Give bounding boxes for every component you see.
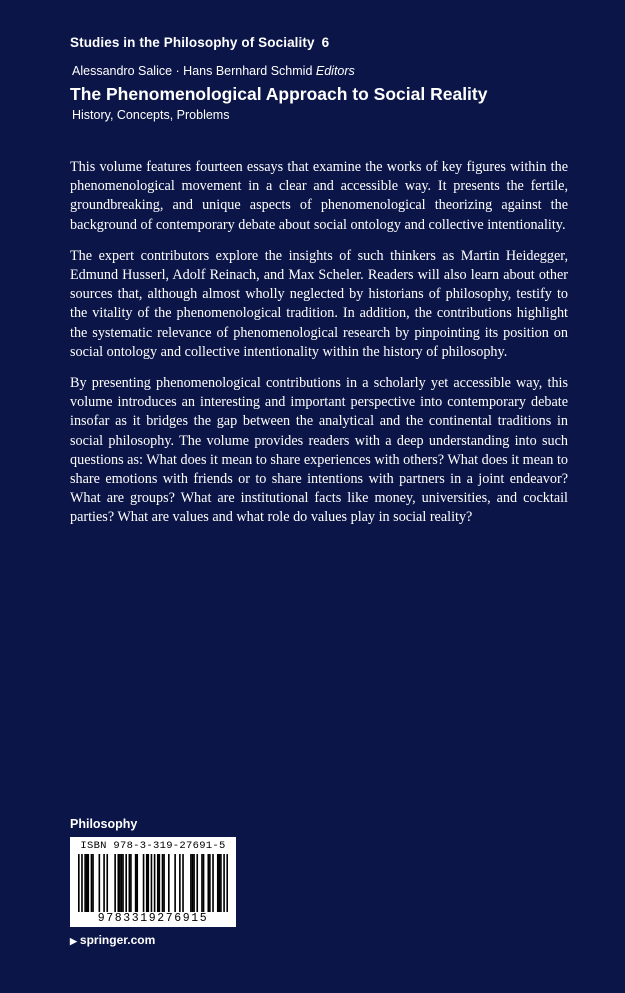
editor-role: Editors xyxy=(315,64,355,78)
barcode-bar xyxy=(146,854,148,912)
barcode-bar xyxy=(92,854,94,912)
barcode-bar xyxy=(212,854,214,912)
isbn-label: ISBN 978-3-319-27691-5 xyxy=(80,840,226,852)
blurb-paragraph: The expert contributors explore the insights of such thinkers as Martin Heidegger, Edmund Husserl, Adolf Reinach, and Max Scheler. Readers will also learn about other sources that, although almost wholly neglected by historians of philosophy, testify to the vitality of the phenomenological tradition. In addition, the contributions highlight the systematic relevance of phenomenological research by pinpointing its position on social ontology and collective intentionality within the history of philosophy. xyxy=(70,247,568,360)
barcode-bar xyxy=(168,854,170,912)
barcode-bar xyxy=(151,854,153,912)
barcode-bar xyxy=(84,854,86,912)
barcode-bar xyxy=(130,854,132,912)
barcode-bar xyxy=(86,854,88,912)
editors-line xyxy=(72,64,355,78)
barcode-bar xyxy=(207,854,209,912)
series-line xyxy=(70,35,329,50)
barcode-bar xyxy=(135,854,137,912)
barcode-bar xyxy=(179,854,181,912)
barcode-bar xyxy=(122,854,124,912)
barcode-bar xyxy=(147,854,149,912)
barcode-bar xyxy=(103,854,105,912)
blurb-paragraph: By presenting phenomenological contributions in a scholarly yet accessible way, this volume introduces an interesting and important perspective into contemporary debate insofar as it bridges the gap between the analytical and the continental traditions in social philosophy. The volume provides readers with a deep understanding into such questions as: What does it mean to share experiences with others? What does it mean to share emotions with friends or to share intentions with partners in a joint endeavor? What are groups? What are institutional facts like money, universities, and cocktail parties? What are values and what role do values play in social reality? xyxy=(70,375,568,526)
arrow-icon: ▶ xyxy=(70,936,77,946)
barcode-bar xyxy=(163,854,165,912)
barcode-bar xyxy=(159,854,161,912)
book-title: The Phenomenological Approach to Social Reality xyxy=(70,84,488,104)
barcode-bar xyxy=(192,854,194,912)
barcode-bar xyxy=(217,854,219,912)
barcode-bar xyxy=(226,854,228,912)
barcode-bar xyxy=(81,854,83,912)
series-name: Studies in the Philosophy of Sociality xyxy=(70,35,315,50)
barcode-bar xyxy=(114,854,116,912)
barcode-bar xyxy=(121,854,123,912)
barcode-bar xyxy=(190,854,192,912)
barcode-bar xyxy=(154,854,156,912)
series-number: 6 xyxy=(321,35,330,50)
barcode-bar xyxy=(119,854,121,912)
publisher-site: springer.com xyxy=(79,933,156,947)
publisher-link[interactable] xyxy=(70,933,155,947)
barcode-bar xyxy=(223,854,225,912)
barcode-bar xyxy=(219,854,221,912)
barcode-bar xyxy=(91,854,93,912)
barcode-bar xyxy=(193,854,195,912)
barcode-bar xyxy=(125,854,127,912)
editor-names: Alessandro Salice · Hans Bernhard Schmid xyxy=(72,64,313,78)
ean-digits: 9783319276915 xyxy=(97,912,209,925)
barcode-bar xyxy=(220,854,222,912)
barcode-bar xyxy=(143,854,145,912)
barcode-bar xyxy=(209,854,211,912)
barcode-bar xyxy=(201,854,203,912)
barcode-bar xyxy=(117,854,119,912)
barcode-bars xyxy=(78,854,228,912)
blurb xyxy=(70,158,568,540)
barcode-bar xyxy=(182,854,184,912)
barcode-bar xyxy=(106,854,108,912)
barcode-bar xyxy=(136,854,138,912)
barcode-bar xyxy=(196,854,198,912)
isbn-barcode xyxy=(70,837,236,927)
barcode-bar xyxy=(78,854,80,912)
barcode-bar xyxy=(174,854,176,912)
barcode-bar xyxy=(99,854,101,912)
barcode-bar xyxy=(157,854,159,912)
barcode-bar xyxy=(162,854,164,912)
book-subtitle: History, Concepts, Problems xyxy=(72,108,230,122)
subject-category: Philosophy xyxy=(70,817,138,831)
barcode-bar xyxy=(87,854,89,912)
barcode-bar xyxy=(203,854,205,912)
blurb-paragraph: This volume features fourteen essays that examine the works of key figures within the phenomenological movement in a clear and accessible way. It presents the fertile, groundbreaking, and unique aspects of phenomenological theorizing against the background of contemporary debate about social ontology and collective intentionality. xyxy=(70,159,568,233)
barcode-bar xyxy=(129,854,131,912)
